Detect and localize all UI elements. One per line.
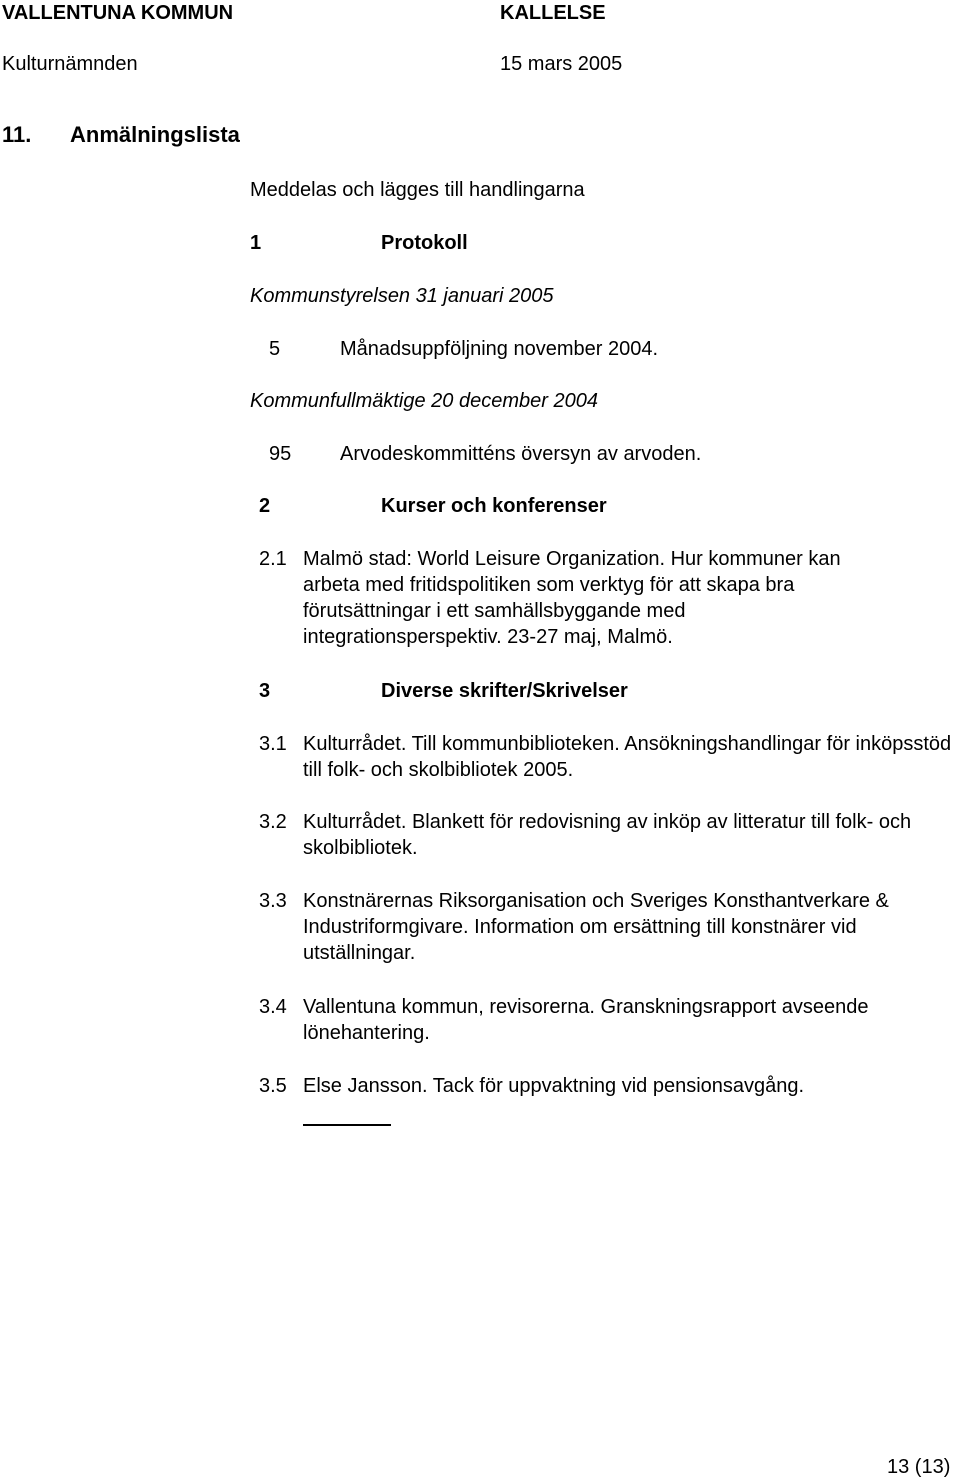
kommunstyrelsen-item-number: 5 (269, 338, 281, 360)
kommunstyrelsen-item-text: Månadsuppföljning november 2004. (340, 338, 658, 360)
writing-item-text: Kulturrådet. Till kommunbiblioteken. Ansökningshandlingar för inköpsstöd till folk- och skolbibliotek 2005. (303, 733, 952, 781)
writing-item-text: Vallentuna kommun, revisorerna. Granskningsrapport avseende lönehantering. (303, 996, 869, 1044)
page-number: 13 (13) (887, 1456, 951, 1478)
meeting-date: 15 mars 2005 (500, 53, 623, 75)
end-of-list-rule (303, 1124, 391, 1126)
section-title: Anmälningslista (70, 122, 240, 147)
kommunfullmaktige-item-text: Arvodeskommitténs översyn av arvoden. (340, 443, 702, 465)
organization-name: VALLENTUNA KOMMUN (2, 2, 234, 24)
protocol-title: Protokoll (381, 232, 468, 254)
kommunstyrelsen-heading: Kommunstyrelsen 31 januari 2005 (250, 285, 554, 307)
writing-item-number: 3.4 (259, 996, 287, 1018)
writing-item-number: 3.2 (259, 811, 287, 833)
courses-title: Kurser och konferenser (381, 495, 607, 517)
writing-item-text: Konstnärernas Riksorganisation och Sveriges Konsthantverkare & Industriformgivare. Information om ersättning till konstnärer vid utställningar. (303, 890, 889, 964)
writing-item-text: Kulturrådet. Blankett för redovisning av inköp av litteratur till folk- och skolbibliotek. (303, 811, 912, 859)
writing-item-number: 3.5 (259, 1075, 287, 1097)
committee-name: Kulturnämnden (2, 53, 138, 75)
kommunfullmaktige-heading: Kommunfullmäktige 20 december 2004 (250, 390, 598, 412)
writings-number: 3 (259, 680, 271, 702)
section-number: 11. (2, 122, 32, 147)
intro-text: Meddelas och lägges till handlingarna (250, 179, 585, 201)
courses-number: 2 (259, 495, 271, 517)
writings-title: Diverse skrifter/Skrivelser (381, 680, 628, 702)
document-type: KALLELSE (500, 2, 606, 24)
course-item-number: 2.1 (259, 548, 287, 570)
protocol-number: 1 (250, 232, 262, 254)
writing-item-number: 3.3 (259, 890, 287, 912)
writing-item-number: 3.1 (259, 733, 287, 755)
kommunfullmaktige-item-number: 95 (269, 443, 292, 465)
writing-item-text: Else Jansson. Tack för uppvaktning vid pensionsavgång. (303, 1075, 805, 1097)
course-item-text: Malmö stad: World Leisure Organization. Hur kommuner kan arbeta med fritidspolitiken som verktyg för att skapa bra förutsättningar i ett samhällsbyggande med integrationsperspektiv. 23-27 maj, Malmö. (303, 548, 841, 648)
